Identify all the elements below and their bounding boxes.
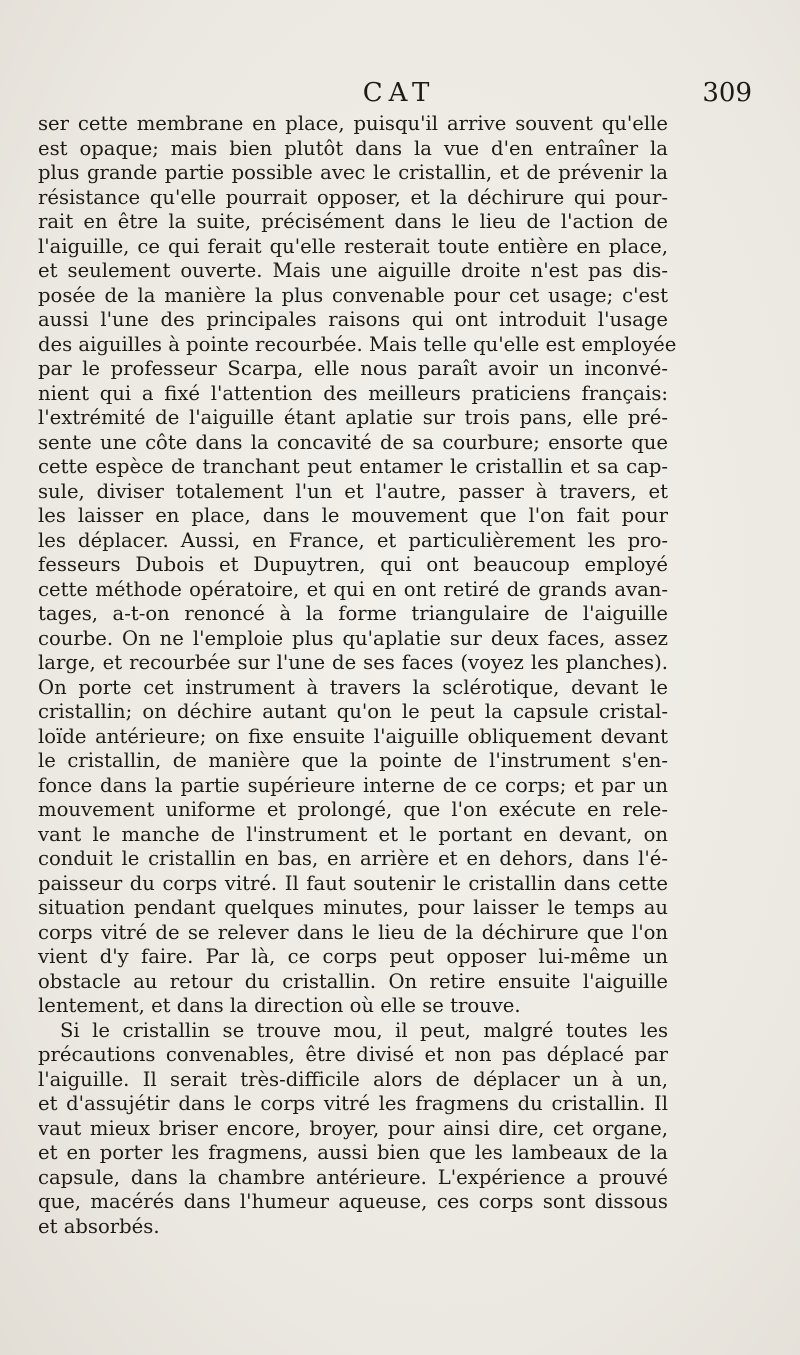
text-line: paisseur du corps vitré. Il faut soutenir le cristallin dans cette [38, 871, 668, 895]
body-text [38, 112, 677, 1239]
page-header [38, 78, 760, 114]
running-head: CAT [362, 78, 436, 108]
text-line: cette espèce de tranchant peut entamer le cristallin et sa cap- [38, 455, 668, 478]
text-line: courbe. On ne l'emploie plus qu'aplatie sur deux faces, assez [38, 626, 668, 650]
text-line: et en porter les fragmens, aussi bien que les lambeaux de la [38, 1141, 668, 1164]
text-line: lentement, et dans la direction où elle se trouve. [38, 994, 521, 1017]
text-line: On porte cet instrument à travers la sclérotique, devant le [38, 675, 668, 699]
text-line: large, et recourbée sur l'une de ses faces (voyez les planches). [38, 651, 668, 674]
text-line: vient d'y faire. Par là, ce corps peut opposer lui-même un [38, 945, 668, 968]
text-line: loïde antérieure; on fixe ensuite l'aiguille obliquement devant [38, 724, 668, 748]
text-line: des aiguilles à pointe recourbée. Mais telle qu'elle est employée [38, 332, 677, 356]
text-line: mouvement uniforme et prolongé, que l'on exécute en rele- [38, 798, 668, 821]
text-line: que, macérés dans l'humeur aqueuse, ces corps sont dissous [38, 1190, 668, 1213]
text-line: par le professeur Scarpa, elle nous paraît avoir un inconvé- [38, 357, 668, 380]
text-line: conduit le cristallin en bas, en arrière et en dehors, dans l'é- [38, 847, 668, 870]
text-line: l'extrémité de l'aiguille étant aplatie sur trois pans, elle pré- [38, 406, 668, 429]
text-line: ser cette membrane en place, puisqu'il arrive souvent qu'elle [38, 112, 668, 135]
text-line: est opaque; mais bien plutôt dans la vue d'en entraîner la [38, 136, 668, 160]
text-line: l'aiguille, ce qui ferait qu'elle resterait toute entière en place, [38, 234, 668, 258]
text-line: Si le cristallin se trouve mou, il peut, malgré toutes les [60, 1018, 668, 1042]
text-line: sente une côte dans la concavité de sa courbure; ensorte que [38, 430, 668, 454]
text-line: fonce dans la partie supérieure interne de ce corps; et par un [38, 773, 668, 797]
text-line: rait en être la suite, précisément dans le lieu de l'action de [38, 210, 668, 233]
text-line: précautions convenables, être divisé et non pas déplacé par [38, 1043, 668, 1066]
text-line: obstacle au retour du cristallin. On retire ensuite l'aiguille [38, 969, 668, 993]
text-line: et d'assujétir dans le corps vitré les fragmens du cristallin. Il [38, 1092, 668, 1115]
text-line: sule, diviser totalement l'un et l'autre, passer à travers, et [38, 479, 668, 503]
text-line: et absorbés. [38, 1214, 160, 1238]
text-line: et seulement ouverte. Mais une aiguille droite n'est pas dis- [38, 259, 668, 282]
text-line: le cristallin, de manière que la pointe de l'instrument s'en- [38, 749, 668, 772]
text-line: les laisser en place, dans le mouvement que l'on fait pour [38, 504, 668, 527]
text-line: cette méthode opératoire, et qui en ont retiré de grands avan- [38, 577, 668, 601]
text-line: posée de la manière la plus convenable pour cet usage; c'est [38, 283, 668, 307]
text-line: vaut mieux briser encore, broyer, pour ainsi dire, cet organe, [38, 1116, 668, 1140]
text-line: corps vitré de se relever dans le lieu de la déchirure que l'on [38, 920, 668, 944]
text-line: plus grande partie possible avec le cristallin, et de prévenir la [38, 161, 668, 184]
text-line: capsule, dans la chambre antérieure. L'expérience a prouvé [38, 1165, 668, 1189]
text-line: situation pendant quelques minutes, pour laisser le temps au [38, 896, 668, 919]
text-line: vant le manche de l'instrument et le portant en devant, on [38, 822, 668, 846]
text-line: nient qui a fixé l'attention des meilleurs praticiens français: [38, 381, 668, 405]
text-line: cristallin; on déchire autant qu'on le peut la capsule cristal- [38, 700, 668, 723]
text-line: tages, a-t-on renoncé à la forme triangulaire de l'aiguille [38, 602, 668, 625]
text-line: résistance qu'elle pourrait opposer, et la déchirure qui pour- [38, 185, 668, 209]
text-line: les déplacer. Aussi, en France, et particulièrement les pro- [38, 528, 668, 552]
page-number: 309 [702, 78, 752, 108]
text-line: fesseurs Dubois et Dupuytren, qui ont beaucoup employé [38, 553, 668, 576]
text-line: aussi l'une des principales raisons qui ont introduit l'usage [38, 308, 668, 331]
text-line: l'aiguille. Il serait très-difficile alors de déplacer un à un, [38, 1067, 668, 1091]
